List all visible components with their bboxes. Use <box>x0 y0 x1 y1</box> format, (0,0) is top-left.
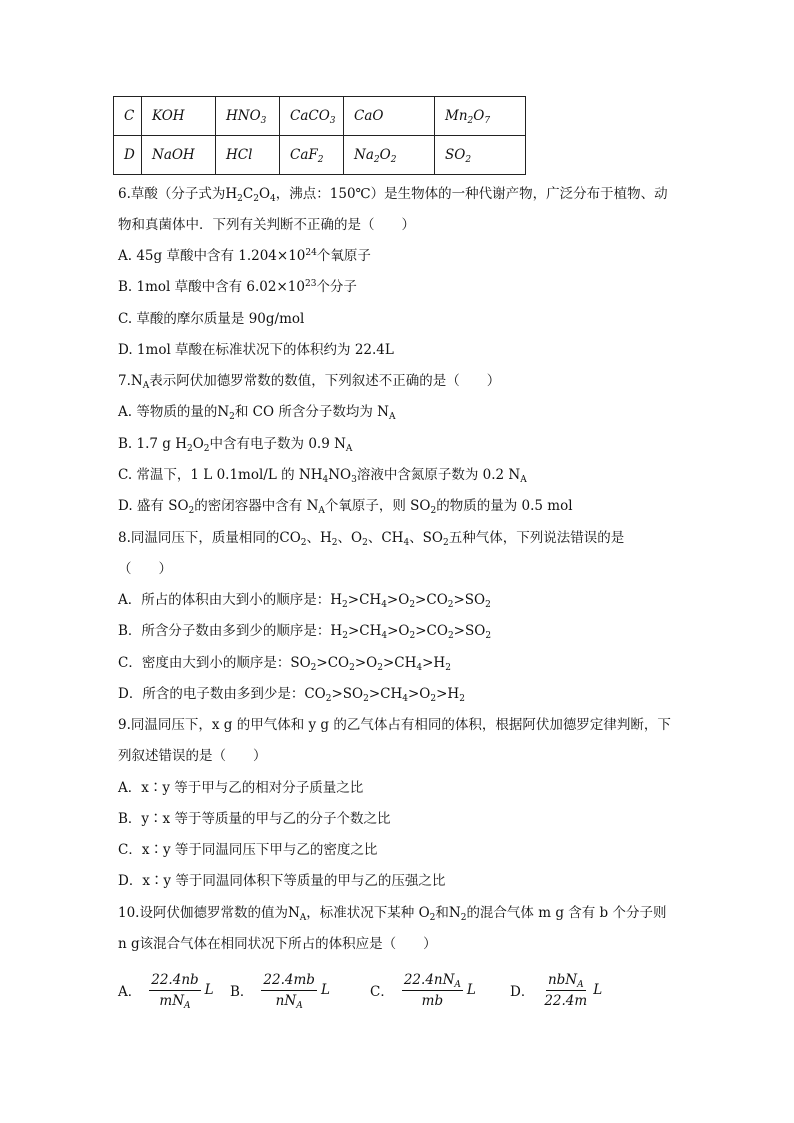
q8-stem-line1: 8.同温同压下，质量相同的$CO_2$、$H_2$、$O_2$、$CH_4$、$SO_2$五种气体，下列说法错误的是 <box>118 530 625 548</box>
unit-label: L <box>466 982 476 998</box>
fraction-numerator: 22.4nb <box>149 972 200 991</box>
table-cell: CaO <box>344 97 435 136</box>
q7-stem: $7.N_A$表示阿伏加德罗常数的数值，下列叙述不正确的是（ ） <box>118 373 501 391</box>
q10-option-a <box>118 965 214 1015</box>
q7-option-a: A. 等物质的量的$N_2$和 CO 所含分子数均为 $N_A$ <box>118 404 396 422</box>
q8-option-c: C．密度由大到小的顺序是：$SO_2>CO_2>O_2>CH_4>H_2$ <box>118 655 451 673</box>
q9-option-c: C．x∶y 等于同温同压下甲与乙的密度之比 <box>118 842 378 858</box>
q10-option-c <box>370 965 476 1015</box>
chemical-table <box>113 96 526 175</box>
q9-option-a: A．x∶y 等于甲与乙的相对分子质量之比 <box>118 780 364 796</box>
table-cell: $Na_2O_2$ <box>344 136 435 175</box>
fraction-numerator: 22.4mb <box>261 972 317 991</box>
fraction-denominator: 22.4m <box>544 992 588 1009</box>
q7-option-c: C. 常温下，1 L 0.1mol/L 的 $NH_4NO_3$溶液中含氮原子数为 0.2 $N_A$ <box>118 467 527 485</box>
q9-option-d: D．x∶y 等于同温同体积下等质量的甲与乙的压强之比 <box>118 873 446 889</box>
table-cell: $SO_2$ <box>435 136 526 175</box>
q8-stem-line2: （ ） <box>118 561 172 577</box>
q10-option-b <box>230 965 330 1015</box>
unit-label: L <box>320 982 330 998</box>
table-cell: CaCO$_3$ <box>280 97 344 136</box>
fraction-numerator: $22.4nN_A$ <box>403 971 461 990</box>
q10-option-d <box>510 965 602 1015</box>
table-cell: KOH <box>142 97 216 136</box>
table-cell: $HNO_3$ <box>216 97 280 136</box>
fraction-denominator: $nN_A$ <box>275 992 303 1011</box>
option-letter: B． <box>230 984 254 1000</box>
fraction-denominator: mb <box>421 992 444 1009</box>
q8-option-d: D．所含的电子数由多到少是：$CO_2>SO_2>CH_4>O_2>H_2$ <box>118 686 465 704</box>
q6-stem-line1: 6.草酸（分子式为$H_2C_2O_4$，沸点：150℃）是生物体的一种代谢产物，广泛分布于植物、动 <box>118 186 668 204</box>
q8-option-b: B．所含分子数由多到少的顺序是：$H_2>CH_4>O_2>CO_2>SO_2$ <box>118 623 492 641</box>
fraction-denominator: $mN_A$ <box>159 992 191 1011</box>
option-letter: A． <box>118 984 142 1000</box>
q6-stem-line2: 物和真菌体中．下列有关判断不正确的是（ ） <box>118 217 415 233</box>
table-cell: $Mn_2O_7$ <box>435 97 526 136</box>
table-cell: D <box>114 136 142 175</box>
fraction <box>402 972 463 1009</box>
option-letter: C． <box>370 984 394 1000</box>
unit-label: L <box>593 982 603 998</box>
q9-stem-line1: 9.同温同压下，x g 的甲气体和 y g 的乙气体占有相同的体积，根据阿伏加德罗定律判断，下 <box>118 717 671 733</box>
q6-option-c: C. 草酸的摩尔质量是 90g/mol <box>118 311 305 327</box>
q8-option-a: A．所占的体积由大到小的顺序是：$H_2>CH_4>O_2>CO_2>SO_2$ <box>118 592 491 610</box>
fraction <box>542 972 589 1009</box>
q6-option-a: A. 45g 草酸中含有 $1.204\times 10^{24}$个氧原子 <box>118 248 371 264</box>
table-row <box>114 97 526 136</box>
table-row <box>114 136 526 175</box>
unit-label: L <box>204 982 214 998</box>
q9-stem-line2: 列叙述错误的是（ ） <box>118 748 267 764</box>
q6-option-d: D. 1mol 草酸在标准状况下的体积约为 22.4L <box>118 342 394 358</box>
table-cell: NaOH <box>142 136 216 175</box>
option-letter: D． <box>510 984 535 1000</box>
table-cell: CaF$_2$ <box>280 136 344 175</box>
fraction <box>261 972 317 1009</box>
q7-option-b: B. 1.7 g $H_2O_2$中含有电子数为 0.9 $N_A$ <box>118 436 353 454</box>
q10-stem-line1: 10.设阿伏伽德罗常数的值为$N_A$，标准状况下某种 $O_2$和$N_2$的混合气体 m g 含有 b 个分子则 <box>118 905 667 923</box>
fraction <box>149 972 200 1009</box>
q7-option-d: D. 盛有 $SO_2$的密闭容器中含有 $N_A$个氧原子，则 $SO_2$的物质的量为 0.5 mol <box>118 498 573 516</box>
q6-option-b: B. 1mol 草酸中含有 $6.02\times 10^{23}$个分子 <box>118 279 357 295</box>
table-cell: C <box>114 97 142 136</box>
table-cell: HCl <box>216 136 280 175</box>
fraction-numerator: nbN$_A$ <box>547 971 584 990</box>
q10-stem-line2: n g该混合气体在相同状况下所占的体积应是（ ） <box>118 936 437 952</box>
q9-option-b: B．y∶x 等于等质量的甲与乙的分子个数之比 <box>118 811 391 827</box>
